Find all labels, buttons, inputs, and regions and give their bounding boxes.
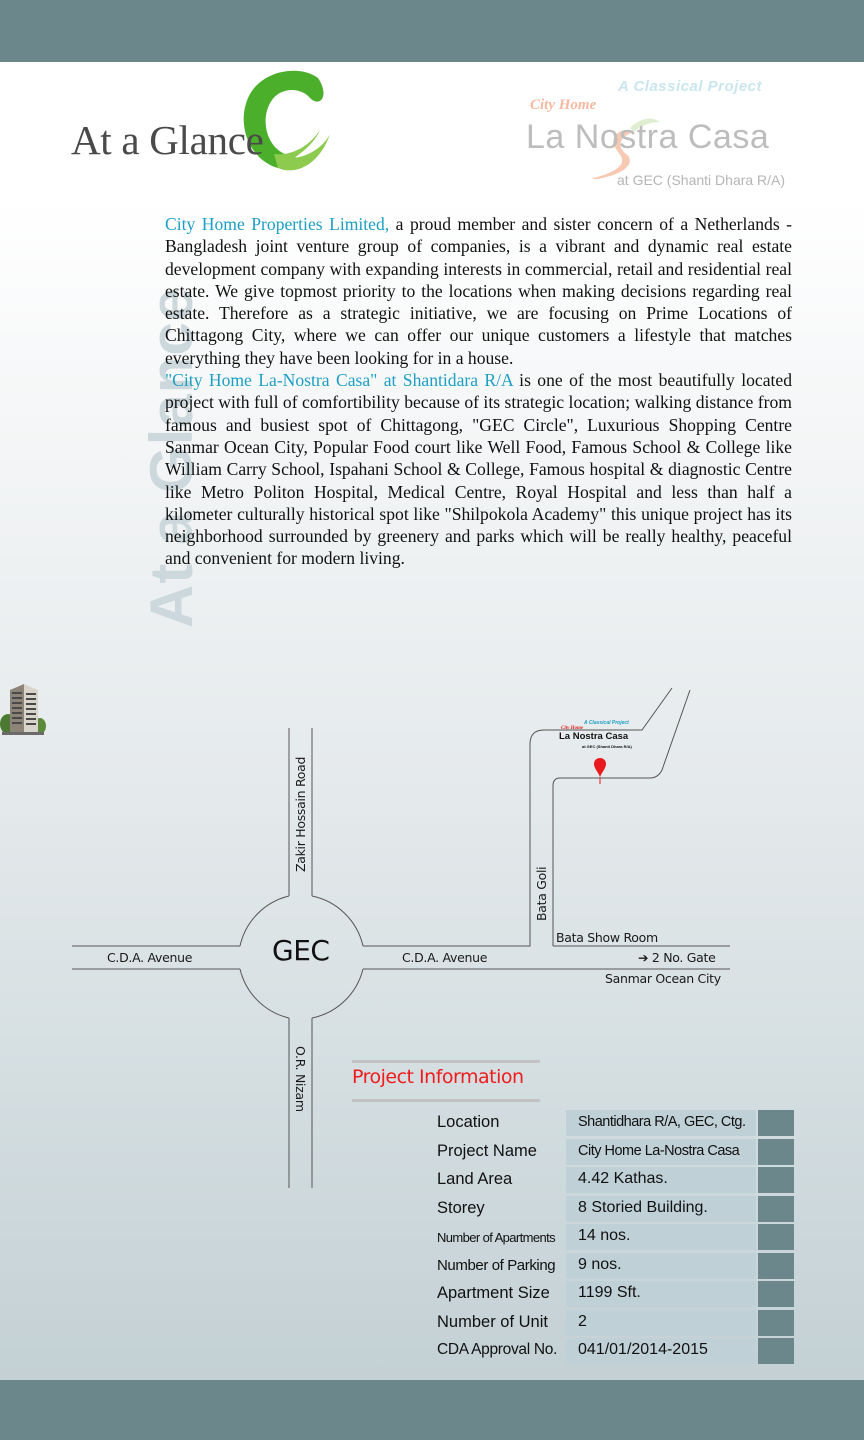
- row-value: 4.42 Kathas.: [566, 1167, 756, 1193]
- brand-logo: [520, 74, 790, 194]
- table-row: [437, 1338, 795, 1367]
- map-logo-name: La Nostra Casa: [559, 731, 629, 742]
- road-label-cda-west: C.D.A. Avenue: [107, 950, 193, 965]
- row-value: 041/01/2014-2015: [566, 1338, 756, 1364]
- intro-paragraph-1: [165, 213, 792, 369]
- table-row: [437, 1139, 795, 1168]
- row-value: 1199 Sft.: [566, 1281, 756, 1307]
- row-value: 2: [566, 1310, 756, 1336]
- table-row: [437, 1310, 795, 1339]
- map-logo-location: at GEC (Shanti Dhara R/A): [582, 744, 632, 749]
- row-value: 9 nos.: [566, 1253, 756, 1279]
- row-label: Land Area: [437, 1170, 513, 1188]
- project-info-rule-bottom: [352, 1099, 540, 1102]
- project-info-rule-top: [352, 1060, 540, 1063]
- paragraph-2-text: is one of the most beautifully located project with full of comfortibility because of its strategic location; walking distance from famous and busiest spot of Chittagong, "GEC Circle", Luxurious Shopping Centre Sanmar Ocean City, Popular Food court like Well Food, Famous School & College like William Carry School, Ispahani School & College, Famous hospital & diagnostic Centre like Metro Politon Hospital, Medical Centre, Royal Hospital and less than half a kilometer culturally historical spot like "Shilpokola Academy" this unique project has its neighborhood surrounded by greenery and parks which will be really healthy, peaceful and convenient for modern living.: [165, 370, 793, 569]
- brand-tagline: A Classical Project: [618, 78, 763, 95]
- roundabout-arc-se: [312, 969, 363, 1018]
- landmark-sanmar-ocean-city: Sanmar Ocean City: [605, 971, 721, 986]
- row-value: Shantidhara R/A, GEC, Ctg.: [566, 1110, 756, 1136]
- table-row: [437, 1253, 795, 1282]
- road-label-bata-goli: Bata Goli: [534, 866, 549, 921]
- row-swatch: [758, 1139, 794, 1165]
- row-swatch: [758, 1196, 794, 1222]
- row-label: Number of Parking: [437, 1256, 556, 1274]
- row-label: Number of Apartments: [437, 1230, 556, 1245]
- row-swatch: [758, 1338, 794, 1364]
- row-swatch: [758, 1167, 794, 1193]
- landmark-bata-showroom: Bata Show Room: [556, 930, 658, 945]
- gec-circle-label: GEC: [272, 934, 330, 967]
- table-row: [437, 1167, 795, 1196]
- brand-location: at GEC (Shanti Dhara R/A): [617, 172, 786, 188]
- gate-label: 2 No. Gate: [651, 950, 716, 965]
- project-info-title: Project Information: [352, 1066, 524, 1088]
- row-label: Number of Unit: [437, 1312, 548, 1331]
- row-label: Location: [437, 1113, 500, 1131]
- row-label: Apartment Size: [437, 1284, 550, 1302]
- table-row: [437, 1224, 795, 1253]
- row-label: CDA Approval No.: [437, 1341, 558, 1358]
- row-swatch: [758, 1253, 794, 1279]
- road-label-or-nizam: O.R. Nizam: [293, 1046, 308, 1112]
- landmark-gate: [638, 950, 715, 965]
- row-label: Storey: [437, 1198, 485, 1217]
- location-pin-icon: [594, 758, 606, 784]
- row-swatch: [758, 1110, 794, 1136]
- paragraph-1-text: a proud member and sister concern of a Netherlands -Bangladesh joint venture group of companies, is a vibrant and dynamic real estate development company with expanding interests in commercial, retail and residential real estate. We give topmost priority to the locations when making decisions regarding real estate. Therefore as a strategic initiative, we are focusing on Prime Locations of Chittagong City, where we can offer our unique customers a lifestyle that matches everything they have been looking for in a house.: [165, 214, 793, 368]
- page-title: At a Glance: [71, 117, 264, 163]
- row-value: 14 nos.: [566, 1224, 756, 1250]
- table-row: [437, 1281, 795, 1310]
- brand-company: City Home: [530, 97, 597, 113]
- intro-paragraph-2: [165, 369, 792, 570]
- map-logo-tagline: A Classical Project: [584, 720, 629, 726]
- top-bar: [0, 0, 864, 62]
- company-name-highlight: City Home Properties Limited,: [165, 214, 390, 234]
- arrow-right-icon: ➔: [638, 950, 649, 965]
- vertical-watermark-title: At a Glance: [138, 286, 205, 628]
- road-label-cda-east: C.D.A. Avenue: [402, 950, 488, 965]
- bottom-bar: [0, 1380, 864, 1440]
- intro-text: [165, 213, 792, 570]
- project-info-table: [437, 1110, 795, 1367]
- row-value: City Home La-Nostra Casa: [566, 1139, 756, 1165]
- row-value: 8 Storied Building.: [566, 1196, 756, 1222]
- map-logo-company: City Home: [561, 726, 584, 731]
- map-project-logo: [557, 720, 637, 760]
- table-row: [437, 1196, 795, 1225]
- project-name-highlight: "City Home La-Nostra Casa" at Shantidara R/A: [165, 370, 513, 391]
- row-swatch: [758, 1224, 794, 1250]
- road-label-zakir-hossain: Zakir Hossain Road: [293, 756, 308, 872]
- brand-name: La Nostra Casa: [526, 118, 770, 156]
- roundabout-arc-sw: [240, 969, 289, 1018]
- building-illustration-icon: [0, 680, 46, 735]
- row-label: Project Name: [437, 1141, 537, 1160]
- row-swatch: [758, 1310, 794, 1336]
- table-row: [437, 1110, 795, 1139]
- row-swatch: [758, 1281, 794, 1307]
